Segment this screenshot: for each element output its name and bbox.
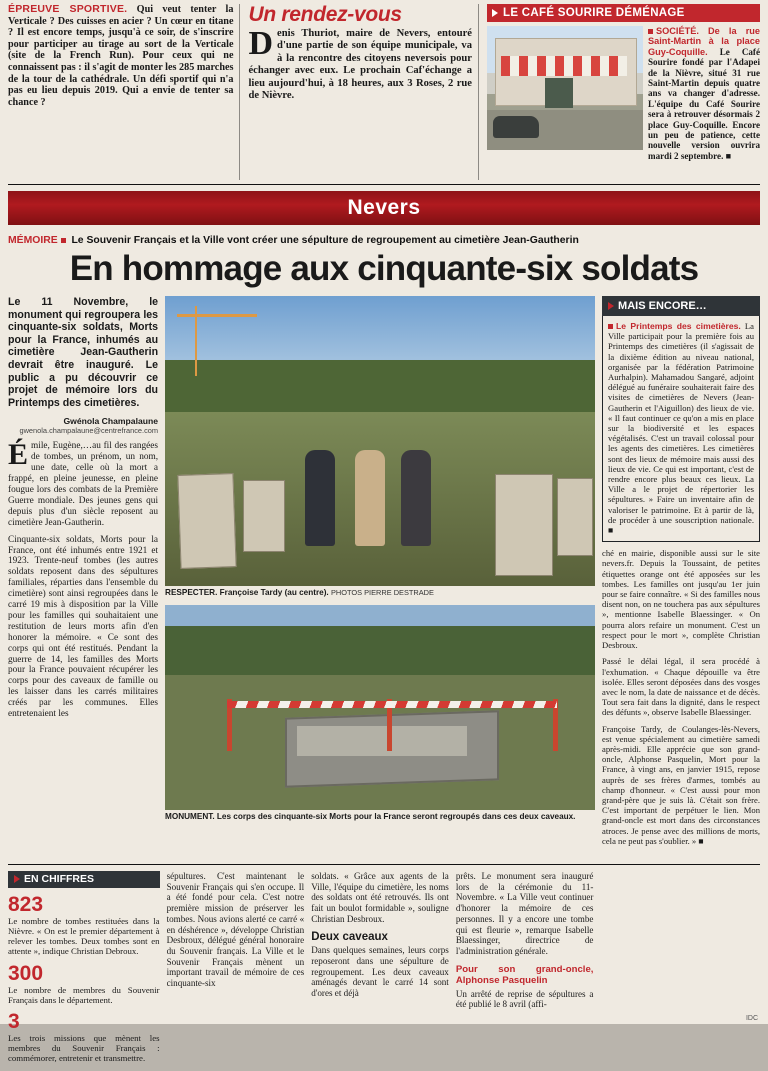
caption-lead: RESPECTER.: [165, 588, 218, 597]
photo-gravestone: [177, 473, 236, 569]
photo-monument-vaults: [165, 605, 595, 810]
cafe-text-block: [648, 26, 760, 161]
article-standfirst: Le 11 Novembre, le monument qui regroupera les cinquante-six soldats, Morts pour la France, inhumés au cimetière Jean-Gautherin devrait être inauguré. Le public a pu découvrir ce projet de mémoire lors du Printemps des cimetières.: [8, 296, 159, 409]
photo-person: [355, 450, 385, 546]
sidebar-paragraph: [608, 321, 754, 535]
article-main-grid: [8, 296, 760, 856]
figures-header: [8, 871, 160, 888]
dropcap-d: D: [248, 25, 274, 62]
brief-rendez-vous: [248, 4, 479, 180]
sidebar-continuation-2: Passé le délai légal, il sera procédé à l'exhumation. « Chaque dépouille va être isolée. Elles seront déposées dans des vosges avec le nom, la date de naissance et de décès. Tout sera fait dans la dignité, dans le respect des défunts », observe Isabelle Blaessinger.: [602, 656, 760, 718]
figure-value: 823: [8, 892, 44, 916]
cafe-lead: SOCIÉTÉ. De la rue Saint-Martin à la place Guy-Coquille.: [648, 26, 760, 57]
article-photo-column: [165, 296, 595, 856]
bottom-subheading-grand-oncle: Pour son grand-oncle, Alphonse Pasquelin: [455, 963, 594, 986]
bottom-column-5: [600, 871, 760, 1071]
photo-person: [401, 450, 431, 546]
photo-gravestone: [243, 480, 285, 552]
sidebar-box: [602, 316, 760, 542]
square-bullet-icon: [648, 29, 653, 34]
byline-author: Gwénola Champalaune: [63, 416, 159, 427]
cafe-header-label: LE CAFÉ SOURIRE DÉMÉNAGE: [503, 7, 685, 19]
sidebar-continuation-1: ché en mairie, disponible aussi sur le site nevers.fr. Depuis la Toussaint, de petites étiquettes orange ont été apposées sur les tombes. Les familles ont jusqu'au 1er juin pour se faire connaître. « Si des familles nous disent non, on ne touchera pas aux sépultures », mentionne Isabelle Blaessinger. « On pourra alors refaire un monument. C'est un respect pour le mort », complète Christian Desbroux.: [602, 548, 760, 651]
article-bottom-grid: [8, 864, 760, 1071]
caption-text: Françoise Tardy (au centre).: [219, 588, 329, 597]
page-title: En hommage aux cinquante-six soldats: [69, 249, 699, 288]
article-kicker: [8, 235, 760, 246]
byline-email: gwenola.champalaune@centrefrance.com: [19, 426, 159, 436]
photo-caption-second: [165, 812, 595, 821]
bottom-text-2: sépultures. C'est maintenant le Souvenir Français qui s'en occupe. Il a été fondé pour cela. C'est notre première mission de préserver les tombes. Nous avions alerté ce carré « en déshérence », développe Christian Desbroux, délégué général honoraire du Souvenir français. La Ville et le Souvenir Français mènent un important travail de mémoire de ces cinquante-six: [166, 871, 305, 989]
bottom-column-figures: [8, 871, 160, 1071]
dropcap-e: É: [8, 438, 29, 472]
photo-car: [493, 116, 539, 138]
sidebar-header-label: MAIS ENCORE…: [618, 300, 707, 312]
photo-cemetery-visit: [165, 296, 595, 586]
article-kicker-text: Le Souvenir Français et la Ville vont créer une sépulture de regroupement au cimetière Jean-Gautherin: [71, 235, 579, 246]
triangle-bullet-icon: [14, 875, 20, 883]
figures-header-label: EN CHIFFRES: [24, 873, 95, 885]
article-body-paragraph-2: Cinquante-six soldats, Morts pour la France, ont été inhumés entre 1921 et 1923. Trente-neuf tombes (les autres soldats reposent dans des sépultures familiales, réparties dans l'ensemble du cimetière) sont ainsi regroupées dans le carré 19 mis à disposition par la Ville pour les familles qui souhaitaient une restitution de leurs morts afin d'en honorer la mémoire. « Ce sont des corps qui ont été restitués. Pendant la guerre de 14, les familles des Morts pour la France pouvaient récupérer les corps pour des caveaux de famille ou les laisser dans les carrés militaires créés par les communes. Elles entretenaient les: [8, 534, 159, 720]
photo-crane-jib: [177, 314, 257, 317]
brief-epreuve-kicker: ÉPREUVE SPORTIVE.: [8, 3, 128, 15]
caption-text: Les corps des cinquante-six Morts pour la France seront regroupés dans ces deux caveaux.: [216, 812, 576, 821]
photo-person: [305, 450, 335, 546]
article-byline: [8, 416, 158, 435]
triangle-bullet-icon: [492, 9, 498, 17]
photo-awning: [501, 56, 627, 76]
figure-value: 300: [8, 961, 44, 985]
brief-rendezvous-body: [248, 25, 472, 102]
photo-gravestone: [557, 478, 593, 556]
figure-value: 3: [8, 1009, 20, 1033]
square-bullet-icon: [61, 238, 66, 243]
bottom-subheading-deux-caveaux: Deux caveaux: [311, 930, 388, 943]
bottom-text-4b: Un arrêté de reprise de sépultures a été publié le 8 avril (affi-: [455, 988, 594, 1010]
cafe-section-header: [487, 4, 760, 22]
article-sidebar-column: [602, 296, 760, 856]
photo-caption-main: [165, 588, 595, 597]
brief-cafe-sourire: [487, 4, 760, 180]
sidebar-header-mais-encore: [602, 296, 760, 316]
caption-credit: PHOTOS PIERRE DESTRADE: [331, 588, 434, 597]
footer-mark: IDC: [745, 1015, 758, 1022]
sidebar-continuation-3: Françoise Tardy, de Coulanges-lès-Nevers, est venue spécialement au cimetière samedi après-midi. Elle apprécie que son grand-oncle, Alphonse Pasquelin, Mort pour la France, à vingt ans, en janvier 1915, repose auprès de ses frères d'armes, tombés au champ d'honneur. « C'est aussi pour mon grand-père que je suis là. C'était son frère. C'est important de perpétuer le lien. Mon grand-oncle est mort dans des circonstances atroces. Je pense avec des millions de morts, cela ne peut pas s'oublier. » ■: [602, 723, 760, 846]
brief-rendezvous-text: enis Thuriot, maire de Nevers, entouré d'une partie de son équipe municipale, va à la rencontre des citoyens neversois pour échanger avec eux. Le prochain Caf'échange a lieu aujourd'hui, à 18 heures, aux 3 Roses, 2 rue de Nièvre.: [248, 28, 472, 102]
brief-rendezvous-title: Un rendez-vous: [248, 3, 402, 26]
caption-lead: MONUMENT.: [165, 812, 215, 821]
sidebar-lead: Le Printemps des cimetières.: [616, 321, 741, 331]
brief-epreuve-text: [8, 4, 233, 108]
cafe-body: Le Café Sourire fondé par l'Adapei de la Nièvre, situé 31 rue Saint-Martin depuis quatre ans va changer d'adresse. L'équipe du Café Sourire sera à retrouver désormais 2 place Guy-Coquille. Encore un peu de patience, cette nouvelle version ouvrira mardi 2 septembre. ■: [648, 46, 760, 161]
triangle-bullet-icon: [608, 302, 614, 310]
bottom-column-2: [167, 871, 305, 1071]
article-body-1-text: mile, Eugène,…au fil des rangées de tombes, un prénom, un nom, une date, celle où la mort a frappé, en pleine jeunesse, en pleine fougue lors des combats de la Première Guerre mondiale. Des jeunes gens qui depuis plus d'un siècle reposent au cimetière Jean-Gautherin.: [8, 441, 159, 528]
top-briefs-strip: [8, 4, 760, 185]
photo-treeline: [165, 360, 595, 418]
figure-description: Les trois missions que mènent les membres du Souvenir Français : commémorer, entretenir et transmettre.: [8, 1032, 160, 1064]
article-kicker-label: MÉMOIRE: [8, 235, 58, 246]
photo-door: [545, 78, 573, 108]
photo-warning-tape: [227, 701, 557, 708]
section-banner-nevers: [8, 191, 760, 225]
photo-gravestone: [495, 474, 553, 576]
sidebar-text: La Ville participait pour la première fois au Printemps des cimetières (il s'agissait de la dixième édition au niveau national, organisée par la fédération Patrimoine Aurhalpin). Mahamadou Sangaré, adjoint délégué au funéraire souhaiterait faire des visites de cimetières de Nevers (Jean-Gautherin et l'Aiguillon) des lieux de vie. « Il faut continuer ce qu'on a mis en place sur la biodiversité et les espaces végétalisés. C'est un travail colossal pour les agents des cimetières. Les cimetières sont des lieux de mémoire mais aussi des lieux de vie. Ce qui est important, c'est de rendre encore plus beaux ces lieux. La Ville a le projet de répertorier les sépultures. » Faire un inventaire afin de valoriser le patrimoine. Et à partir de là, de procéder à une souscription nationale. ■: [608, 321, 754, 536]
bottom-text-3b: Dans quelques semaines, leurs corps reposeront dans une sépulture de regroupement. Les deux caveaux aménagés devant le carré 14 sont d'ores et déjà: [311, 945, 449, 999]
bottom-column-4: [456, 871, 594, 1071]
photo-vault-slab-secondary: [297, 726, 467, 756]
brief-epreuve-sportive: [8, 4, 240, 180]
section-banner-title: Nevers: [347, 196, 421, 219]
figure-description: Le nombre de tombes restituées dans la Nièvre. « On est le premier département à relever les tombes. Deux tombes sont en attente », indique Christian Debroux.: [8, 915, 160, 957]
article-left-column: [8, 296, 158, 856]
bottom-text-4a: prêts. Le monument sera inauguré lors de la cérémonie du 11-Novembre. « La Ville veut continuer d'honorer la mémoire de ces personnes. Il y a encore une tombe qui est fleurie », remarque Isabelle Blaessinger, directrice de l'administration générale.: [455, 871, 594, 956]
brief-epreuve-body: Qui veut tenter la Verticale ? Des cuisses en acier ? Un cœur en titane ? Il est encore temps, jusqu'à ce soir, de s'inscrire pour participer au tirage au sort de la Verticale (site de la French Run). Pour ceux qui ne connaissent pas : il s'agit de monter les 285 marches de la tour de la cathédrale. Un défi sportif qui n'a pas eu lieu depuis 2019. Qui a envie de tenter sa chance ?: [8, 4, 234, 108]
photo-hedge: [165, 626, 595, 675]
figure-description: Le nombre de membres du Souvenir Français dans le département.: [8, 984, 160, 1005]
cafe-photo: [487, 26, 643, 150]
article-body-paragraph-1: [8, 438, 159, 528]
square-bullet-icon: [608, 324, 613, 329]
bottom-column-3: [311, 871, 449, 1071]
bottom-text-3a: soldats. « Grâce aux agents de la Ville, l'équipe du cimetière, les noms des soldats ont été retrouvés. Ils ont fait un boulot formidable », souligne Christian Desbroux.: [311, 871, 449, 924]
